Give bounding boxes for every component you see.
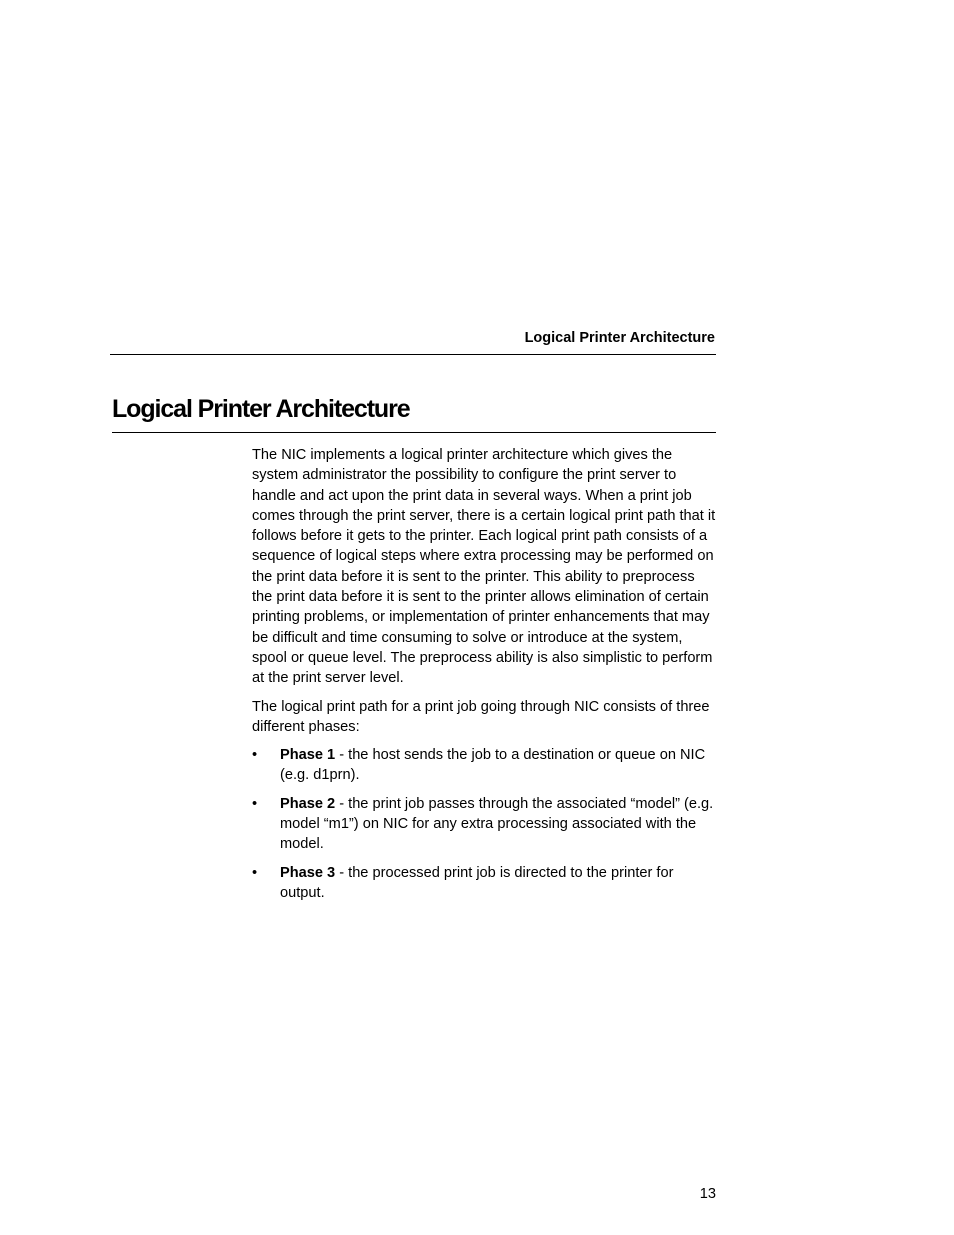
phase-list: [252, 745, 717, 903]
header-divider: [110, 354, 716, 355]
section-title: Logical Printer Architecture: [112, 395, 410, 423]
title-divider: [112, 432, 716, 433]
phase-label: Phase 1: [280, 747, 336, 764]
body-content: [252, 445, 717, 911]
phases-intro-paragraph: The logical print path for a print job going through NIC consists of three different phases:: [252, 698, 710, 735]
phase-description: - the print job passes through the associated “model” (e.g. model “m1”) on NIC for any extra processing associated with the model.: [280, 795, 714, 853]
phase-list-item: [252, 745, 717, 786]
bullet-icon: •: [252, 795, 258, 812]
phase-description: - the processed print job is directed to the printer for output.: [280, 864, 674, 901]
phase-description: - the host sends the job to a destination or queue on NIC (e.g. d1prn).: [280, 747, 706, 784]
phase-label: Phase 3: [280, 864, 336, 881]
page-number: 13: [699, 1186, 716, 1202]
phase-label: Phase 2: [280, 795, 336, 812]
phase-list-item: [252, 794, 717, 855]
phase-list-item: [252, 863, 717, 904]
bullet-icon: •: [252, 747, 258, 764]
running-header: Logical Printer Architecture: [524, 330, 715, 346]
bullet-icon: •: [252, 864, 258, 881]
intro-paragraph: The NIC implements a logical printer architecture which gives the system administrator the possibility to configure the print server to handle and act upon the print data in several ways. When a print job comes through the print server, there is a certain logical print path that it follows before it gets to the printer. Each logical print path consists of a sequence of logical steps where extra processing may be performed on the print data before it is sent to the printer. This ability to preprocess the print data before it is sent to the printer allows elimination of certain printing problems, or implementation of printer enhancements that may be difficult and time consuming to solve or introduce at the system, spool or queue level. The preprocess ability is also simplistic to perform at the print server level.: [252, 447, 716, 687]
